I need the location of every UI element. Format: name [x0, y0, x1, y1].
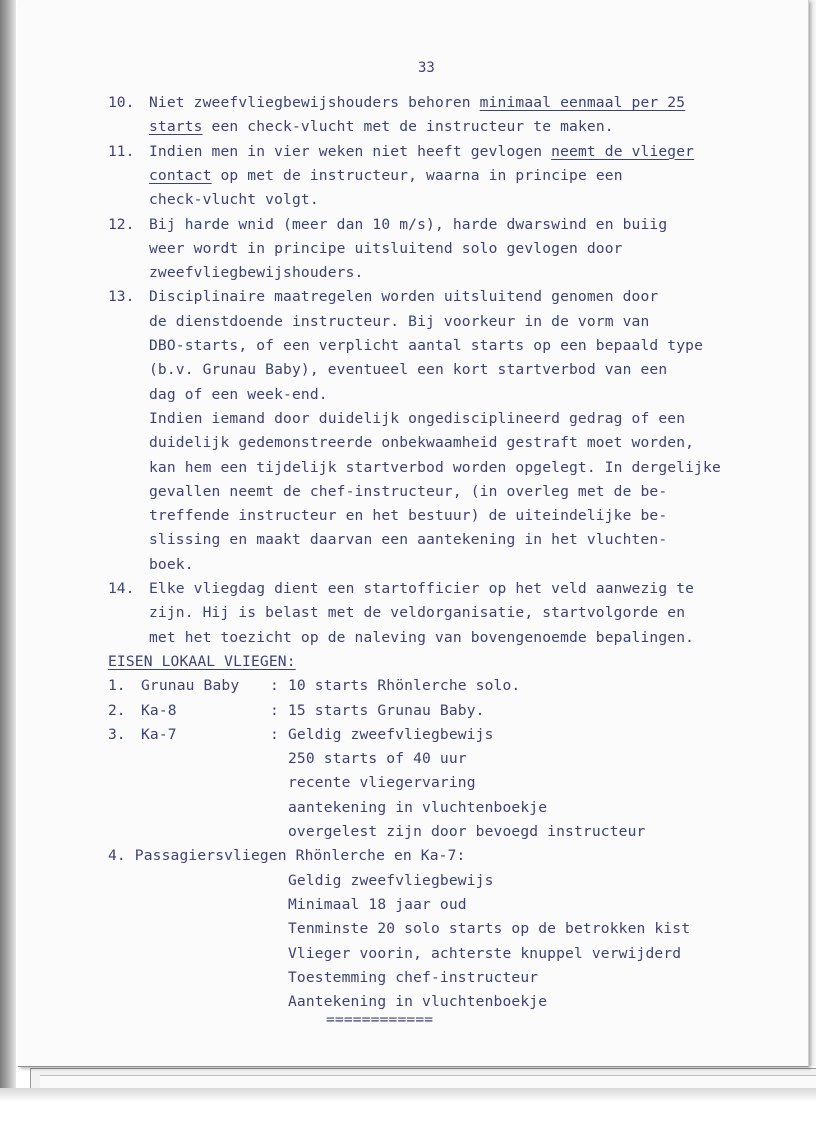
- rule-text: weer wordt in principe uitsluitend solo gevlogen door: [149, 239, 623, 257]
- rule-text: met het toezicht op de naleving van bovengenoemde bepalingen.: [149, 628, 695, 646]
- rule-text: op met de instructeur, waarna in principe een: [211, 166, 623, 184]
- requirement-line: overgelest zijn door bevoegd instructeur: [288, 823, 646, 840]
- scan-edge-bottom: [0, 1088, 816, 1123]
- rule-line: [149, 264, 363, 282]
- rule-text: (b.v. Grunau Baby), eventueel een kort startverbod van een: [149, 361, 668, 379]
- rule-text: dag of een week-end.: [149, 385, 328, 403]
- rule-text: Bij harde wnid (meer dan 10 m/s), harde dwarswind en buiig: [149, 215, 668, 233]
- rule-line: [149, 459, 721, 477]
- passenger-heading: 4. Passagiersvliegen Rhönlerche en Ka-7:: [108, 847, 466, 865]
- requirement-type: Ka-8: [141, 701, 177, 719]
- scan-edge-right: [808, 0, 816, 1066]
- rule-line: [149, 507, 667, 525]
- rule-line: [149, 143, 694, 161]
- rule-text: boek.: [149, 555, 194, 573]
- passenger-line: Aantekening in vluchtenboekje: [288, 993, 548, 1011]
- rule-number: 10.: [108, 94, 135, 111]
- rule-line: [149, 410, 685, 428]
- rule-text: zijn. Hij is belast met de veldorganisatie, startvolgorde en: [149, 604, 686, 622]
- rule-text: zweefvliegbewijshouders.: [149, 264, 364, 282]
- requirement-line: 10 starts Rhönlerche solo.: [288, 677, 521, 695]
- rule-line: [149, 361, 667, 379]
- rule-number: 13.: [108, 288, 135, 306]
- rule-line: [149, 483, 667, 501]
- rule-text: treffende instructeur en het bestuur) de uiteindelijke be-: [149, 507, 668, 525]
- rule-number: 14.: [108, 580, 135, 597]
- requirement-number: 3.: [108, 725, 126, 743]
- rule-text: gevallen neemt de chef-instructeur, (in overleg met de be-: [149, 482, 668, 500]
- requirement-type: Ka-7: [141, 725, 177, 743]
- rule-line: [149, 240, 623, 258]
- rule-line: [149, 167, 623, 185]
- rule-underlined-text: contact: [149, 166, 212, 184]
- rule-underlined-text: minimaal eenmaal per 25: [479, 94, 686, 111]
- requirement-number: 1.: [108, 677, 126, 695]
- passenger-line: Minimaal 18 jaar oud: [288, 895, 467, 913]
- rule-underlined-text: starts: [149, 118, 203, 136]
- rule-number: 11.: [108, 142, 135, 160]
- rule-line: [149, 604, 685, 622]
- rule-text: slissing en maakt daarvan een aantekening in het vluchten-: [149, 531, 668, 549]
- rule-text: Indien iemand door duidelijk ongedisciplineerd gedrag of een: [149, 409, 686, 427]
- rule-text: een check-vlucht met de instructeur te maken.: [202, 118, 614, 136]
- passenger-line: Toestemming chef-instructeur: [288, 968, 539, 986]
- rule-line: [149, 386, 328, 404]
- rule-text: Disciplinaire maatregelen worden uitsluitend genomen door: [149, 288, 659, 306]
- rule-line: [149, 118, 614, 136]
- passenger-line: Vlieger voorin, achterste knuppel verwijderd: [288, 944, 682, 962]
- requirement-type: Grunau Baby: [141, 677, 240, 695]
- requirement-separator: :: [270, 725, 279, 743]
- end-rule: ============: [326, 1011, 434, 1029]
- rule-line: [149, 313, 649, 331]
- scan-edge-left: [0, 0, 16, 1123]
- rule-text: duidelijk gedemonstreerde onbekwaamheid gestraft moet worden,: [149, 434, 695, 452]
- rule-line: [149, 629, 694, 647]
- passenger-line: Geldig zweefvliegbewijs: [288, 871, 494, 889]
- rule-text: de dienstdoende instructeur. Bij voorkeur in de vorm van: [149, 312, 650, 330]
- rule-text: Indien men in vier weken niet heeft gevlogen: [149, 142, 552, 160]
- rule-underlined-text: neemt de vlieger: [551, 142, 695, 160]
- rule-line: [149, 94, 685, 112]
- requirement-line: aantekening in vluchtenboekje: [288, 798, 548, 816]
- rule-text: kan hem een tijdelijk startverbod worden opgelegt. In dergelijke: [149, 458, 721, 476]
- rule-text: DBO-starts, of een verplicht aantal starts op een bepaald type: [149, 337, 704, 354]
- rule-line: [149, 216, 667, 234]
- page-number: 33: [418, 60, 435, 76]
- rule-line: [149, 434, 694, 452]
- requirement-line: Geldig zweefvliegbewijs: [288, 725, 494, 743]
- rule-text: Niet zweefvliegbewijshouders behoren: [149, 94, 480, 111]
- section-heading: EISEN LOKAAL VLIEGEN:: [108, 652, 296, 670]
- rule-line: [149, 288, 658, 306]
- requirement-number: 2.: [108, 701, 126, 719]
- requirement-separator: :: [270, 701, 279, 719]
- rule-line: [149, 191, 319, 209]
- requirement-separator: :: [270, 677, 279, 695]
- document-page: [18, 0, 809, 1067]
- rule-text: check-vlucht volgt.: [149, 191, 319, 209]
- requirement-line: 15 starts Grunau Baby.: [288, 701, 485, 719]
- requirement-line: recente vliegervaring: [288, 774, 476, 792]
- rule-line: [149, 580, 694, 598]
- passenger-line: Tenminste 20 solo starts op de betrokken kist: [288, 920, 691, 938]
- requirement-line: 250 starts of 40 uur: [288, 750, 467, 768]
- rule-line: [149, 337, 703, 355]
- rule-number: 12.: [108, 215, 135, 233]
- rule-text: Elke vliegdag dient een startofficier op het veld aanwezig te: [149, 580, 695, 597]
- rule-line: [149, 531, 667, 549]
- rule-line: [149, 556, 194, 574]
